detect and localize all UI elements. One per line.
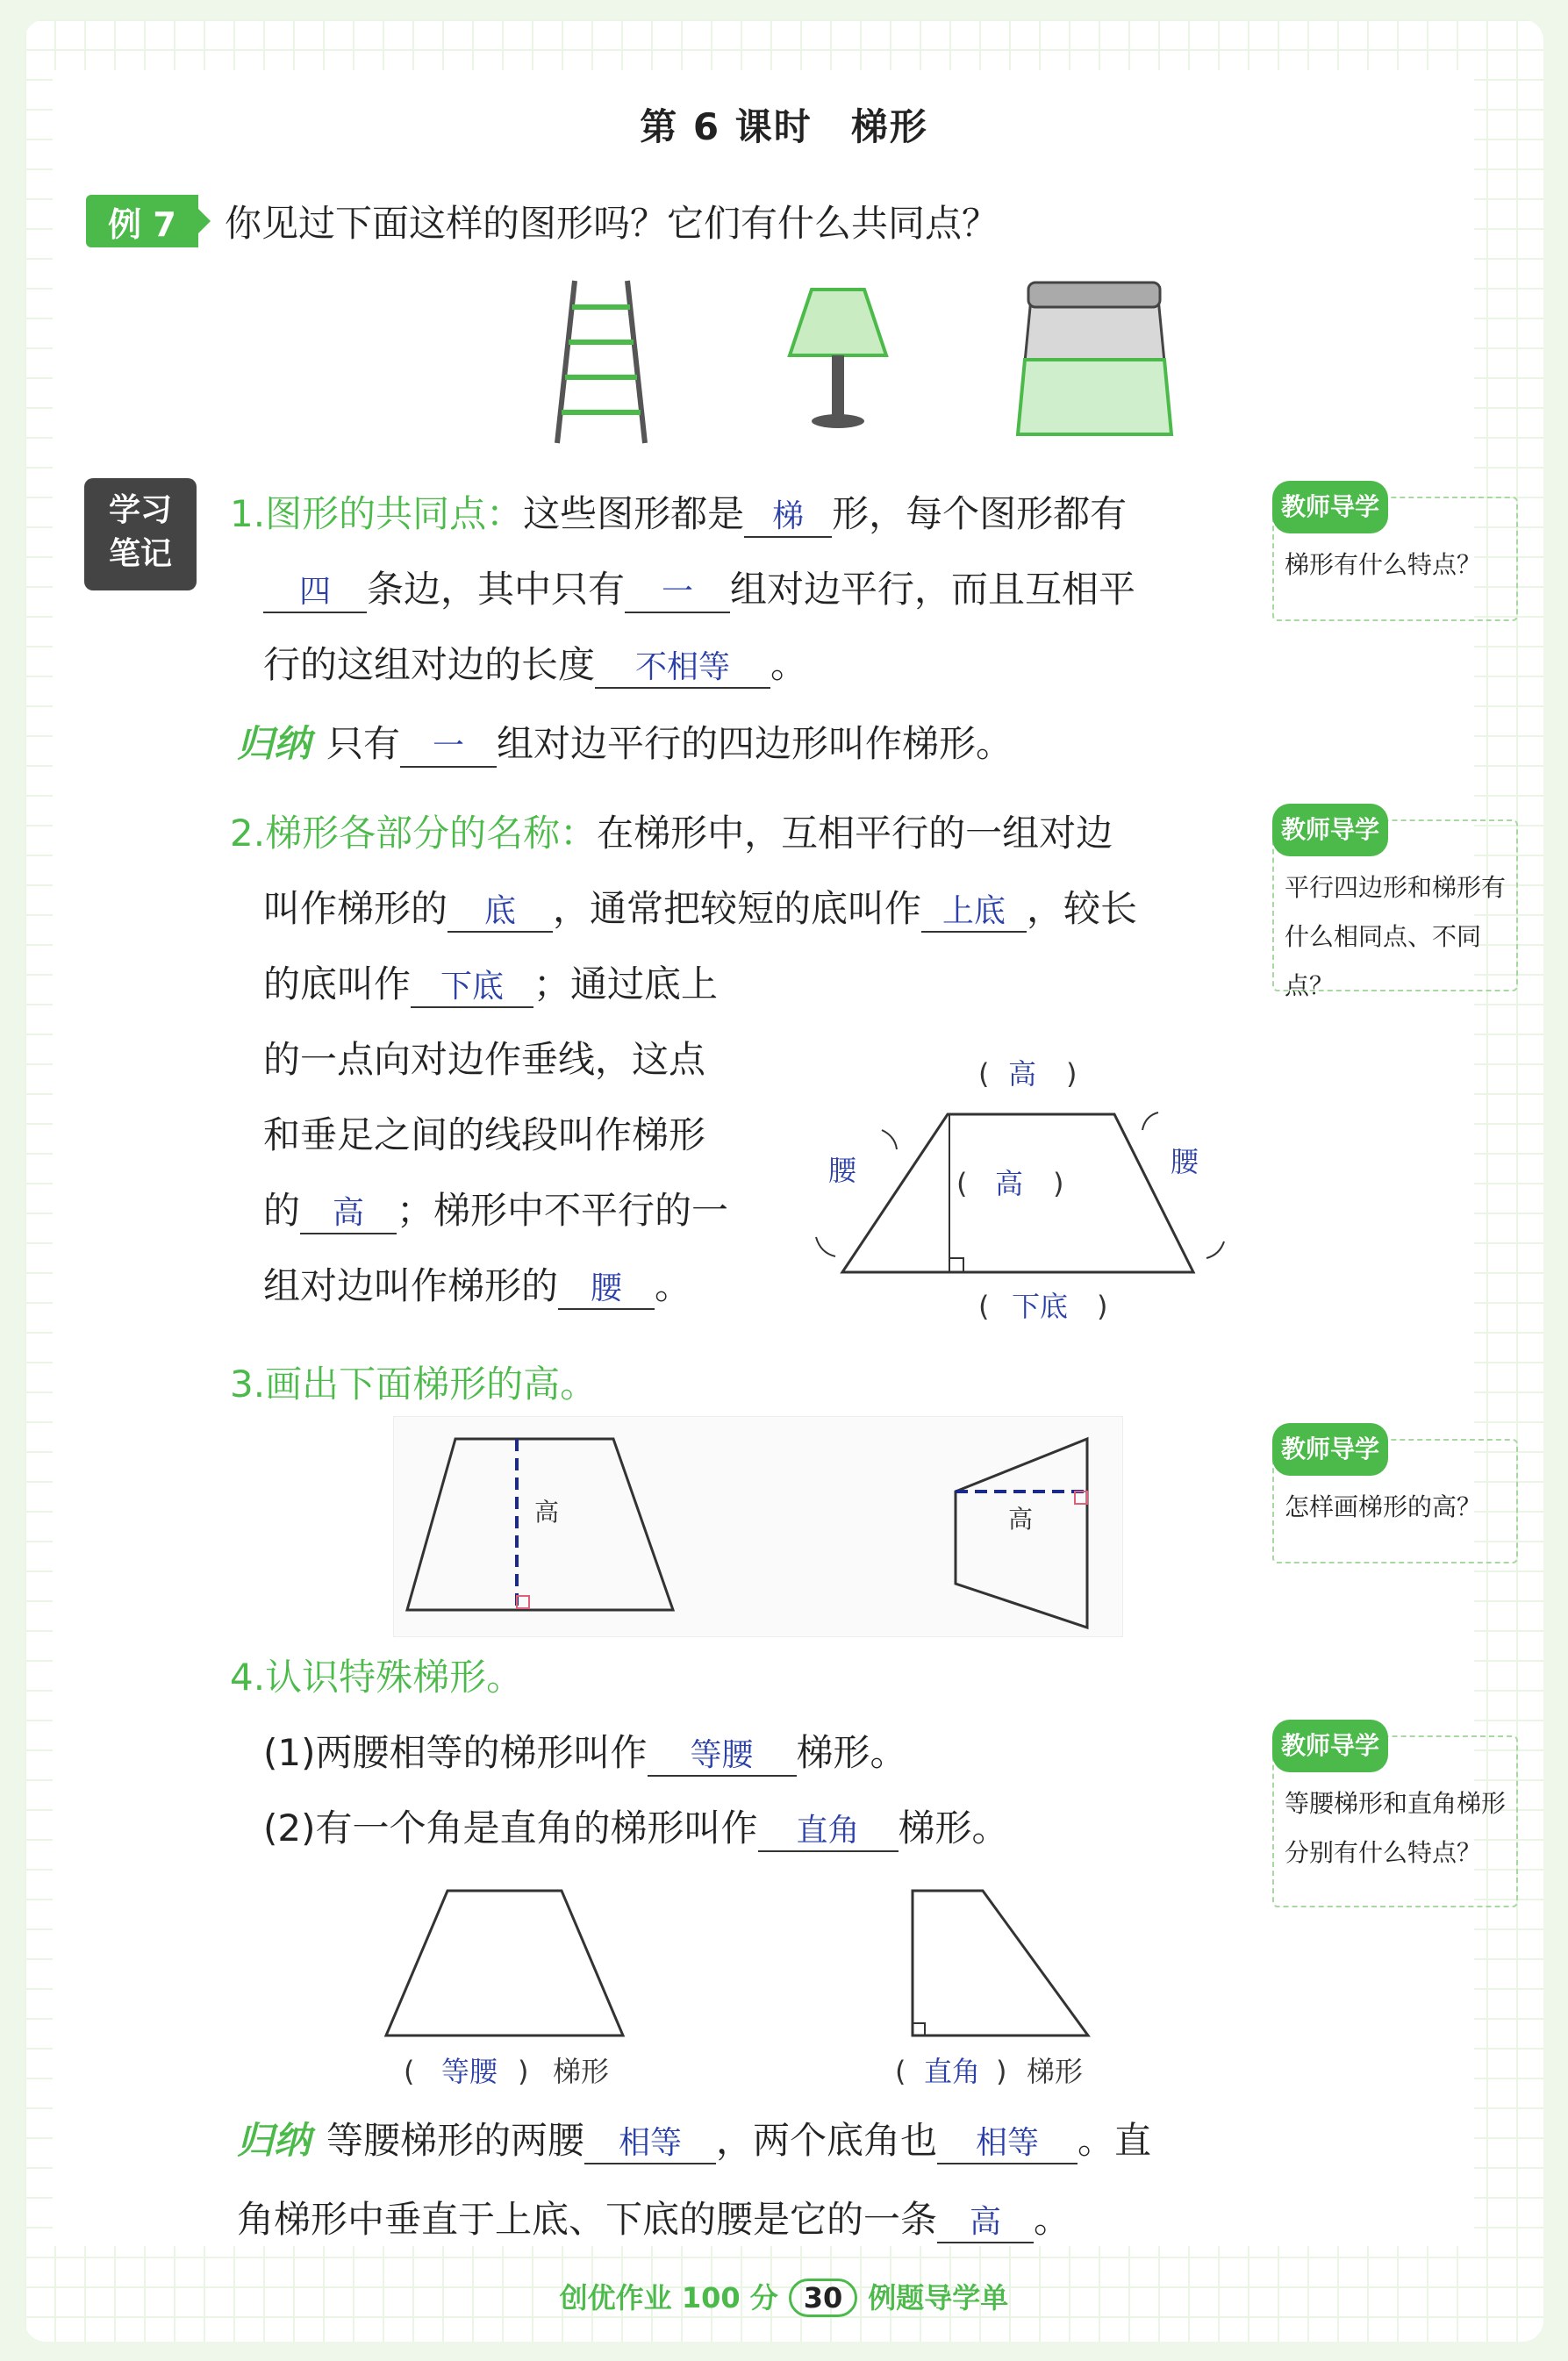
teacher-note-2: 教师导学 平行四边形和梯形有什么相同点、不同点？ <box>1272 819 1518 991</box>
svg-text:(: ( <box>404 2055 415 2088</box>
svg-text:(: ( <box>956 1167 968 1200</box>
s2-line2: 叫作梯形的 底 ，通常把较短的底叫作 上底 ，较长 <box>263 883 1137 935</box>
special-trapezoids <box>369 1878 1158 2088</box>
svg-text:(: ( <box>978 1057 990 1091</box>
s1-answer-pairs: 一 <box>625 573 730 613</box>
svg-text:(: ( <box>978 1290 990 1323</box>
trapezoid-parts-diagram <box>798 1053 1237 1334</box>
label-left-leg: 腰 <box>827 1154 857 1187</box>
s1-answer-length: 不相等 <box>595 648 770 689</box>
label-top-base: 高 <box>1007 1057 1037 1091</box>
caption-right-answer: 直角 <box>923 2055 981 2088</box>
caption-isosceles-suffix: 梯形 <box>553 2055 610 2088</box>
s4-answer-right: 直角 <box>758 1812 899 1852</box>
s1-line1: 1.图形的共同点：这些图形都是 梯 形，每个图形都有 <box>230 488 1127 540</box>
lamp-icon <box>790 290 886 428</box>
s1-answer-shape: 梯 <box>744 497 832 538</box>
height-label-1: 高 <box>534 1498 560 1527</box>
s4-q2: (2)有一个角是直角的梯形叫作 直角 梯形。 <box>263 1802 1009 1855</box>
s1-summary-answer: 一 <box>400 727 497 768</box>
s4-summary-answer1: 相等 <box>584 2124 716 2164</box>
s2-line3: 的底叫作 下底 ；通过底上 <box>263 958 718 1011</box>
s4-q1: (1)两腰相等的梯形叫作 等腰 梯形。 <box>263 1727 907 1779</box>
s2-line5: 和垂足之间的线段叫作梯形 <box>263 1113 706 1156</box>
draw-height-figures <box>393 1416 1123 1637</box>
s3-heading: 3.画出下面梯形的高。 <box>230 1363 598 1406</box>
s2-answer-height: 高 <box>300 1194 397 1234</box>
s4-summary-line1: 归纳 等腰梯形的两腰 相等 ，两个底角也 相等 。直 <box>237 2114 1151 2167</box>
svg-text:(: ( <box>895 2055 906 2088</box>
s4-summary-line2: 角梯形中垂直于上底、下底的腰是它的一条 高 。 <box>237 2193 1070 2246</box>
svg-text:): ) <box>518 2055 529 2088</box>
s4-summary-answer3: 高 <box>937 2203 1034 2243</box>
vaulting-box-icon <box>1018 283 1171 434</box>
s2-line1: 2.梯形各部分的名称：在梯形中，互相平行的一组对边 <box>230 812 1113 855</box>
s2-answer-leg: 腰 <box>558 1270 655 1310</box>
label-bottom-base: 下底 <box>1011 1290 1069 1323</box>
s2-line7: 组对边叫作梯形的 腰 。 <box>263 1260 691 1313</box>
s1-line2: 四 条边，其中只有 一 组对边平行，而且互相平 <box>263 563 1135 616</box>
s2-line4: 的一点向对边作垂线，这点 <box>263 1038 706 1081</box>
s4-answer-isosceles: 等腰 <box>648 1736 797 1777</box>
page-footer: 创优作业 100 分 30 例题导学单 <box>0 2276 1568 2317</box>
teacher-note-4: 教师导学 等腰梯形和直角梯形分别有什么特点？ <box>1272 1735 1518 1907</box>
label-height: 高 <box>994 1167 1024 1200</box>
s2-answer-upper-base: 上底 <box>921 892 1027 933</box>
teacher-note-1: 教师导学 梯形有什么特点？ <box>1272 497 1518 621</box>
s4-heading: 4.认识特殊梯形。 <box>230 1656 524 1699</box>
s1-line3: 行的这组对边的长度 不相等 。 <box>263 639 807 691</box>
height-label-2: 高 <box>1008 1505 1034 1534</box>
caption-isosceles-answer: 等腰 <box>440 2055 498 2088</box>
s4-summary-answer2: 相等 <box>937 2124 1078 2164</box>
example-illustrations <box>544 272 1228 447</box>
s1-answer-sides: 四 <box>263 573 367 613</box>
study-notes-badge: 学习 笔记 <box>84 478 197 590</box>
page-number: 30 <box>789 2279 858 2317</box>
page-title: 第 6 课时 梯形 <box>640 105 928 148</box>
s2-answer-base: 底 <box>447 892 553 933</box>
s2-line6: 的 高 ；梯形中不平行的一 <box>263 1184 728 1237</box>
example-question: 你见过下面这样的图形吗？它们有什么共同点？ <box>225 202 999 245</box>
teacher-note-3: 教师导学 怎样画梯形的高？ <box>1272 1439 1518 1563</box>
caption-right-suffix: 梯形 <box>1027 2055 1084 2088</box>
s2-answer-lower-base: 下底 <box>411 968 533 1008</box>
label-right-leg: 腰 <box>1170 1145 1199 1178</box>
svg-text:): ) <box>1097 1290 1108 1323</box>
svg-text:): ) <box>1066 1057 1078 1091</box>
svg-text:): ) <box>1053 1167 1064 1200</box>
ladder-icon <box>557 281 645 443</box>
example-badge: 例 7 <box>86 195 198 247</box>
s1-summary: 归纳 只有 一 组对边平行的四边形叫作梯形。 <box>237 718 1013 770</box>
svg-text:): ) <box>996 2055 1007 2088</box>
